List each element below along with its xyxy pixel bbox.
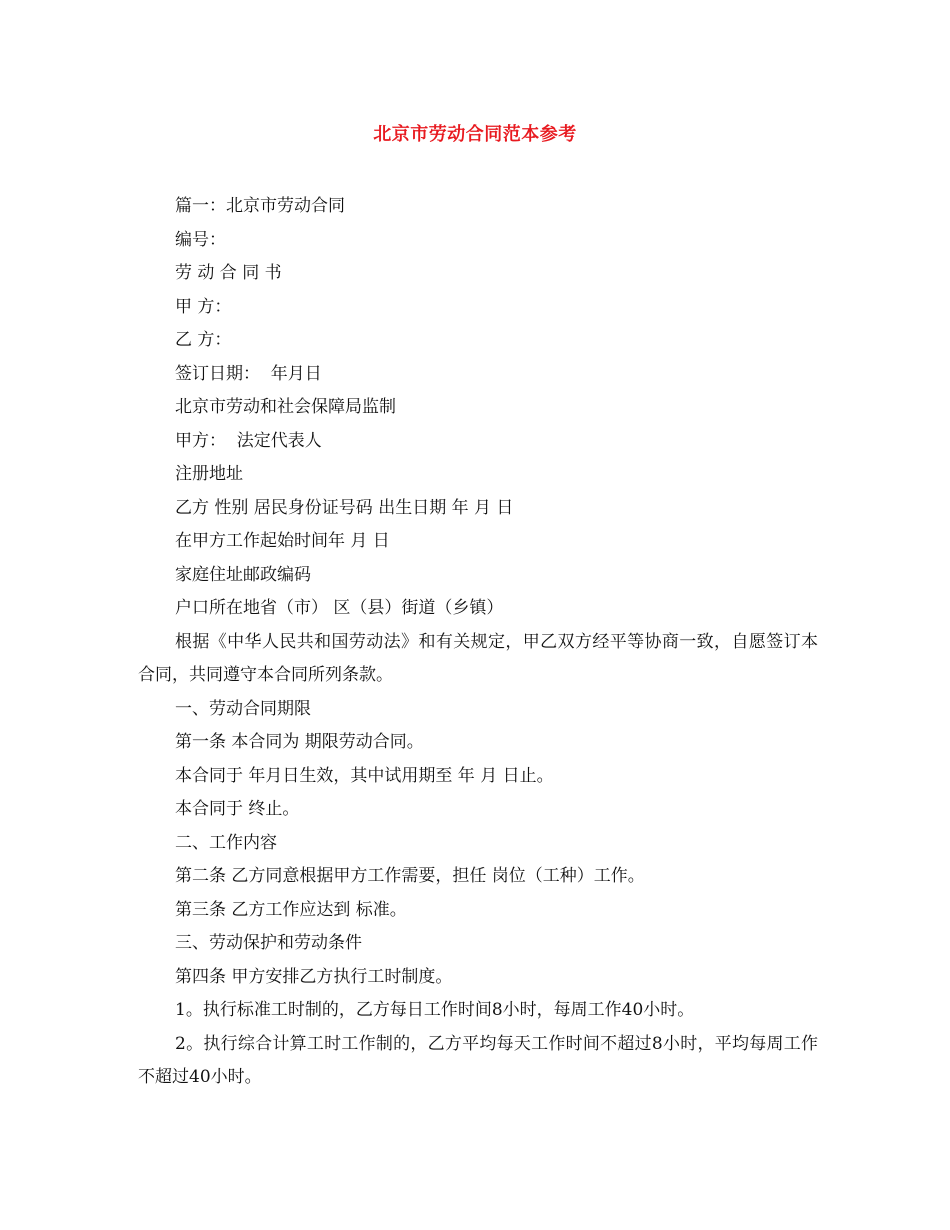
paragraph: 甲方： 法定代表人	[175, 430, 322, 451]
paragraph: 篇一：北京市劳动合同	[175, 196, 345, 216]
paragraph: 本合同于 终止。	[175, 799, 300, 819]
paragraph: 第三条 乙方工作应达到 标准。	[175, 899, 407, 920]
paragraph: 本合同于 年月日生效，其中试用期至 年 月 日止。	[175, 765, 554, 786]
paragraph: 编号：	[175, 229, 226, 250]
paragraph: 第二条 乙方同意根据甲方工作需要，担任 岗位（工种）工作。	[175, 866, 645, 886]
paragraph: 北京市劳动和社会保障局监制	[175, 397, 396, 417]
paragraph: 注册地址	[175, 464, 243, 484]
paragraph: 在甲方工作起始时间年 月 日	[175, 531, 390, 551]
paragraph: 乙 方：	[175, 330, 232, 350]
paragraph: 劳 动 合 同 书	[175, 263, 282, 283]
paragraph: 家庭住址邮政编码	[175, 564, 311, 585]
paragraph: 乙方 性别 居民身份证号码 出生日期 年 月 日	[175, 497, 514, 518]
paragraph: 户口所在地省（市） 区（县）街道（乡镇）	[175, 598, 504, 618]
paragraph: 签订日期： 年月日	[175, 363, 322, 384]
paragraph: 1。执行标准工时制的，乙方每日工作时间8小时，每周工作40小时。	[175, 1000, 695, 1020]
section-heading: 三、劳动保护和劳动条件	[175, 933, 362, 953]
section-heading: 一、劳动合同期限	[175, 698, 311, 719]
paragraph: 第一条 本合同为 期限劳动合同。	[175, 732, 424, 752]
document-body	[138, 190, 818, 1095]
paragraph: 根据《中华人民共和国劳动法》和有关规定，甲乙双方经平等协商一致，自愿签订本合同，共同遵守本合同所列条款。	[138, 631, 818, 685]
document-title: 北京市劳动合同范本参考	[373, 124, 577, 145]
paragraph: 2。执行综合计算工时工作制的，乙方平均每天工作时间不超过8小时，平均每周工作不超过40小时。	[138, 1033, 818, 1087]
section-heading: 二、工作内容	[175, 832, 277, 853]
paragraph: 第四条 甲方安排乙方执行工时制度。	[175, 966, 453, 987]
paragraph: 甲 方：	[175, 296, 232, 317]
